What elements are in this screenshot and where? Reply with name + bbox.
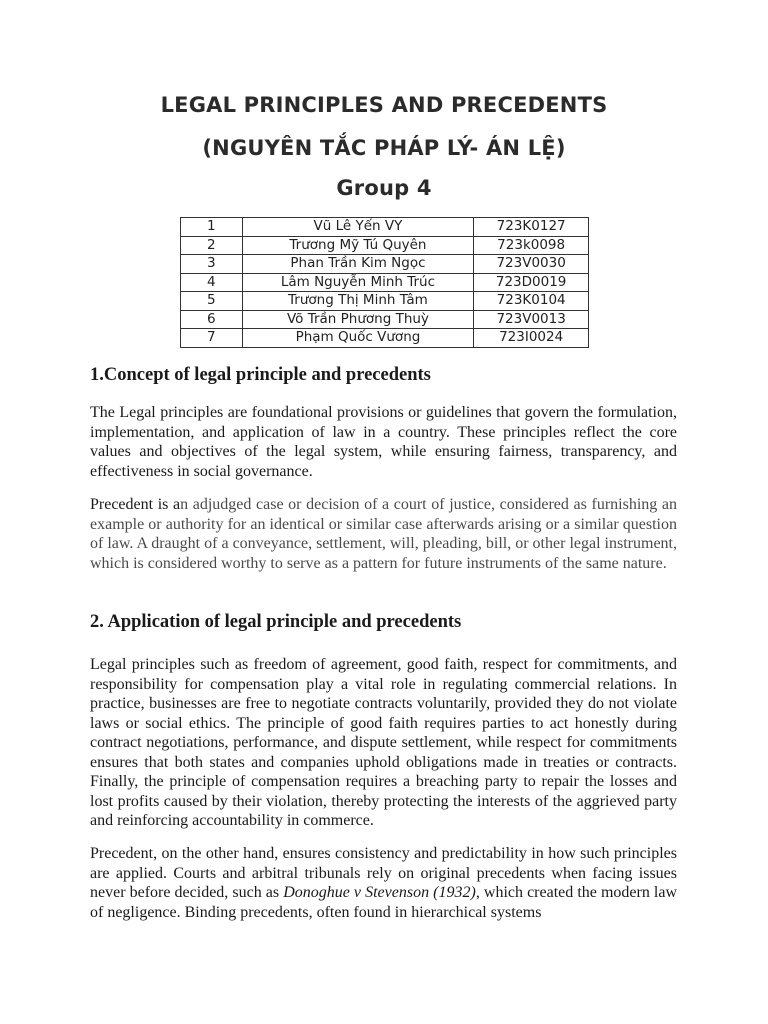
member-row (181, 310, 589, 329)
precedent-text-after: , which created the modern law of negligence. Binding precedents, often found in hierarchical systems (90, 884, 678, 921)
precedent-definition-text: n adjudged case or decision of a court of justice, considered as furnishing an example or authority for an identical or similar case afterwards arising or a similar question of law. A draught of a conveyance, settlement, will, pleading, bill, or other legal instrument, which is considered worthy to serve as a pattern for future instruments of the same nature. (90, 496, 677, 572)
section-2-heading: 2. Application of legal principle and precedents (90, 612, 462, 632)
member-row (181, 273, 589, 292)
member-name: Võ Trần Phương Thuỳ (242, 310, 474, 329)
case-citation: Donoghue v Stevenson (1932) (283, 884, 476, 901)
member-name: Phạm Quốc Vương (242, 329, 474, 348)
member-name: Lâm Nguyễn Minh Trúc (242, 273, 474, 292)
members-table (180, 217, 589, 348)
member-name: Trương Thị Minh Tâm (242, 292, 474, 311)
member-row (181, 292, 589, 311)
member-row (181, 329, 589, 348)
precedent-lead-text: Precedent is a (90, 496, 181, 513)
document-subtitle: (NGUYÊN TẮC PHÁP LÝ- ÁN LỆ) (202, 136, 566, 160)
section-1-paragraph-2 (90, 495, 677, 573)
precedent-text-before: Precedent, on the other hand, ensures consistency and predictability in how such principles are applied. Courts and arbitral tribunals rely on original precedents when facing issues never before decided, such as (90, 845, 677, 901)
group-label: Group 4 (336, 176, 432, 200)
section-2-paragraph-2 (90, 844, 677, 922)
member-number: 1 (181, 218, 243, 237)
section-1-paragraph-1: The Legal principles are foundational provisions or guidelines that govern the formulation, implementation, and application of law in a country. These principles reflect the core values and objectives of the legal system, while ensuring fairness, transparency, and effectiveness in social governance. (90, 404, 677, 480)
member-number: 6 (181, 310, 243, 329)
section-2-paragraph-1: Legal principles such as freedom of agreement, good faith, respect for commitments, and responsibility for compensation play a vital role in regulating commercial relations. In practice, businesses are free to negotiate contracts voluntarily, provided they do not violate laws or social ethics. The principle of good faith requires parties to act honestly during contract negotiations, performance, and dispute settlement, while respect for commitments ensures that both states and companies uphold obligations made in treaties or contracts. Finally, the principle of compensation requires a breaching party to repair the losses and lost profits caused by their violation, thereby protecting the interests of the aggrieved party and reinforcing accountability in commerce. (90, 656, 677, 829)
member-number: 4 (181, 273, 243, 292)
member-number: 2 (181, 236, 243, 255)
member-id: 723V0030 (474, 255, 589, 274)
member-number: 3 (181, 255, 243, 274)
member-row (181, 236, 589, 255)
member-row (181, 255, 589, 274)
member-id: 723D0019 (474, 273, 589, 292)
document-title: LEGAL PRINCIPLES AND PRECEDENTS (160, 93, 608, 117)
member-id: 723K0127 (474, 218, 589, 237)
member-id: 723V0013 (474, 310, 589, 329)
member-id: 723K0104 (474, 292, 589, 311)
member-name: Phan Trần Kim Ngọc (242, 255, 474, 274)
section-1-heading: 1.Concept of legal principle and precedents (90, 365, 431, 385)
member-name: Trương Mỹ Tú Quyên (242, 236, 474, 255)
member-number: 7 (181, 329, 243, 348)
member-name: Vũ Lê Yến VY (242, 218, 474, 237)
member-row (181, 218, 589, 237)
member-number: 5 (181, 292, 243, 311)
member-id: 723I0024 (474, 329, 589, 348)
member-id: 723k0098 (474, 236, 589, 255)
